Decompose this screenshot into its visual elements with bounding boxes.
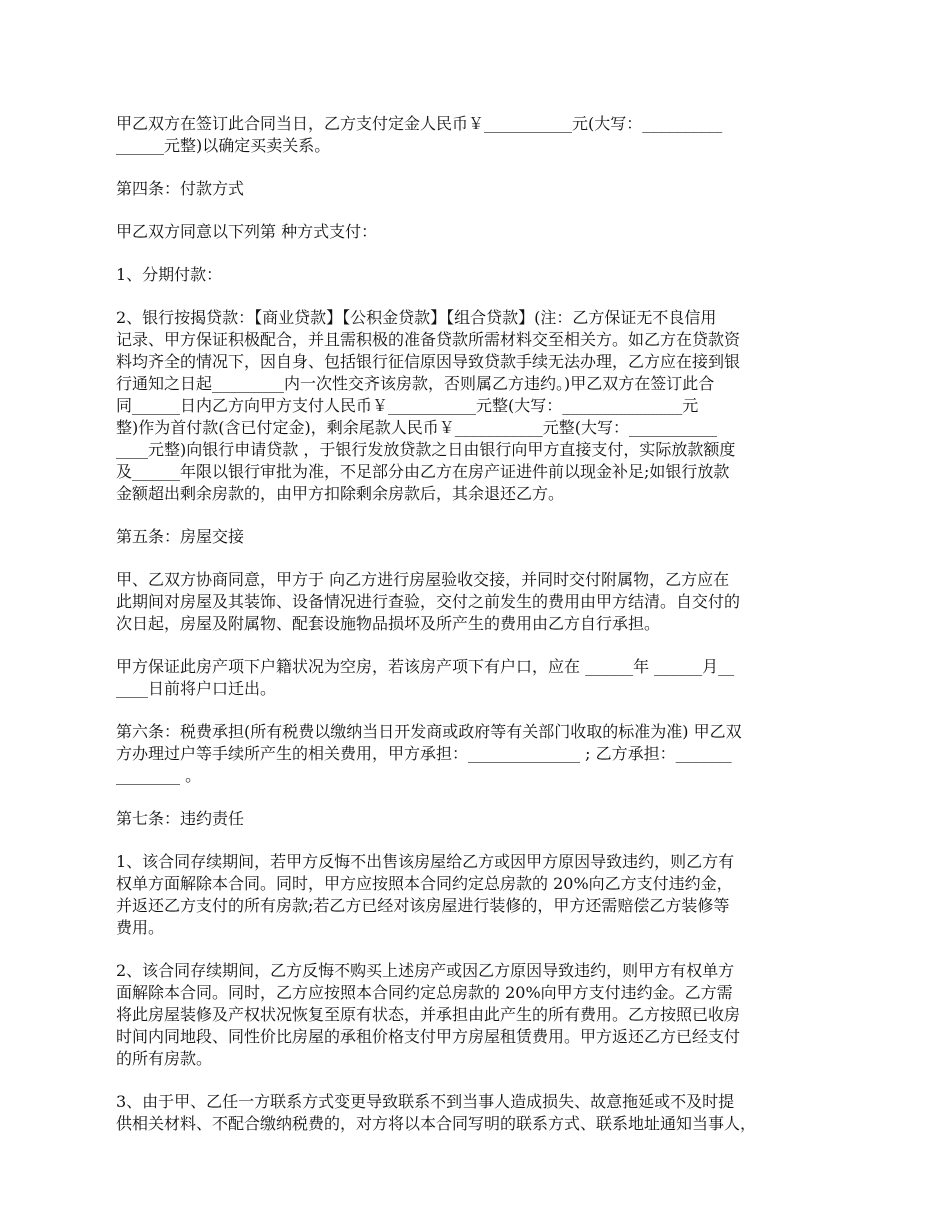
text-line: 1、分期付款：: [116, 265, 223, 284]
contract-paragraph: [116, 851, 844, 939]
contract-paragraph: [116, 113, 844, 157]
text-line: 1、该合同存续期间，若甲方反悔不出售该房屋给乙方或因甲方原因导致违约，则乙方有: [116, 852, 735, 871]
text-line: 行通知之日起_________内一次性交齐该房款，否则属乙方违约。)甲乙双方在签订此合: [116, 374, 715, 393]
text-line: 费用。: [116, 918, 165, 937]
contract-paragraph: [116, 264, 844, 286]
contract-paragraph: [116, 307, 844, 505]
text-line: 面解除本合同。同时，乙方应按照本合同约定总房款的 20%向甲方支付违约金。乙方需: [116, 983, 733, 1002]
contract-paragraph: [116, 960, 844, 1070]
text-line: 供相关材料、不配合缴纳税费的，对方将以本合同写明的联系方式、联系地址通知当事人，: [116, 1114, 757, 1133]
text-line: 的所有房款。: [116, 1049, 213, 1068]
text-line: 次日起，房屋及附属物、配套设施物品损坏及所产生的费用由乙方自行承担。: [116, 614, 661, 633]
text-line: 并返还乙方支付的所有房款;若乙方已经对该房屋进行装修的，甲方还需赔偿乙方装修等: [116, 896, 730, 915]
contract-paragraph: [116, 221, 844, 243]
text-line: 3、由于甲、乙任一方联系方式变更导致联系不到当事人造成损失、故意拖延或不及时提: [116, 1092, 735, 1111]
text-line: 2、该合同存续期间，乙方反悔不购买上述房产或因乙方原因导致违约，则甲方有权单方: [116, 961, 735, 980]
text-line: 同______日内乙方向甲方支付人民币￥___________元整(大写：_______________元: [116, 396, 699, 415]
text-line: 方办理过户等手续所产生的相关费用，甲方承担：______________ ; 乙方承担：_______: [116, 744, 732, 763]
text-line: 甲乙双方在签订此合同当日，乙方支付定金人民币￥___________元(大写：__________: [116, 114, 723, 133]
text-line: ____日前将户口迁出。: [116, 679, 277, 698]
text-line: ____元整)向银行申请贷款 ，于银行发放贷款之日由银行向甲方直接支付，实际放款额度: [116, 440, 736, 459]
text-line: 甲乙双方同意以下列第 种方式支付：: [116, 222, 378, 241]
text-line: 及______年限以银行审批为准，不足部分由乙方在房产证进件前以现金补足;如银行放款: [116, 462, 730, 481]
contract-paragraph: [116, 656, 844, 700]
text-line: 第七条：违约责任: [116, 809, 245, 828]
text-line: 第六条：税费承担(所有税费以缴纳当日开发商或政府等有关部门收取的标准为准) 甲乙双: [116, 722, 742, 741]
text-line: 料均齐全的情况下，因自身、包括银行征信原因导致贷款手续无法办理，乙方应在接到银: [116, 352, 741, 371]
contract-paragraph: [116, 569, 844, 635]
text-line: 此期间对房屋及其装饰、设备情况进行查验，交付之前发生的费用由甲方结清。自交付的: [116, 592, 741, 611]
text-line: 权单方面解除本合同。同时，甲方应按照本合同约定总房款的 20%向乙方支付违约金，: [116, 874, 733, 893]
text-line: 甲、乙双方协商同意，甲方于 向乙方进行房屋验收交接，并同时交付附属物，乙方应在: [116, 570, 730, 589]
contract-paragraph: [116, 178, 844, 200]
text-line: 整)作为首付款(含已付定金)，剩余尾款人民币￥___________元整(大写：___________: [116, 418, 717, 437]
text-line: ______元整)以确定买卖关系。: [116, 136, 331, 155]
text-line: ________ 。: [116, 766, 202, 785]
text-line: 将此房屋装修及产权状况恢复至原有状态，并承担由此产生的所有费用。乙方按照已收房: [116, 1005, 741, 1024]
text-line: 记录、甲方保证积极配合，并且需积极的准备贷款所需材料交至相关方。如乙方在贷款资: [116, 330, 741, 349]
document-body: [116, 113, 844, 1156]
contract-paragraph: [116, 1091, 844, 1135]
text-line: 第五条：房屋交接: [116, 527, 245, 546]
contract-paragraph: [116, 808, 844, 830]
text-line: 时间内同地段、同性价比房屋的承租价格支付甲方房屋租赁费用。甲方返还乙方已经支付: [116, 1027, 741, 1046]
text-line: 金额超出剩余房款的，由甲方扣除剩余房款后，其余退还乙方。: [116, 484, 565, 503]
text-line: 第四条：付款方式: [116, 179, 245, 198]
contract-paragraph: [116, 721, 844, 787]
text-line: 2、银行按揭贷款：【商业贷款】【公积金贷款】【组合贷款】(注：乙方保证无不良信用: [116, 308, 717, 327]
contract-paragraph: [116, 526, 844, 548]
text-line: 甲方保证此房产项下户籍状况为空房，若该房产项下有户口，应在 ______年 ______月__: [116, 657, 735, 676]
